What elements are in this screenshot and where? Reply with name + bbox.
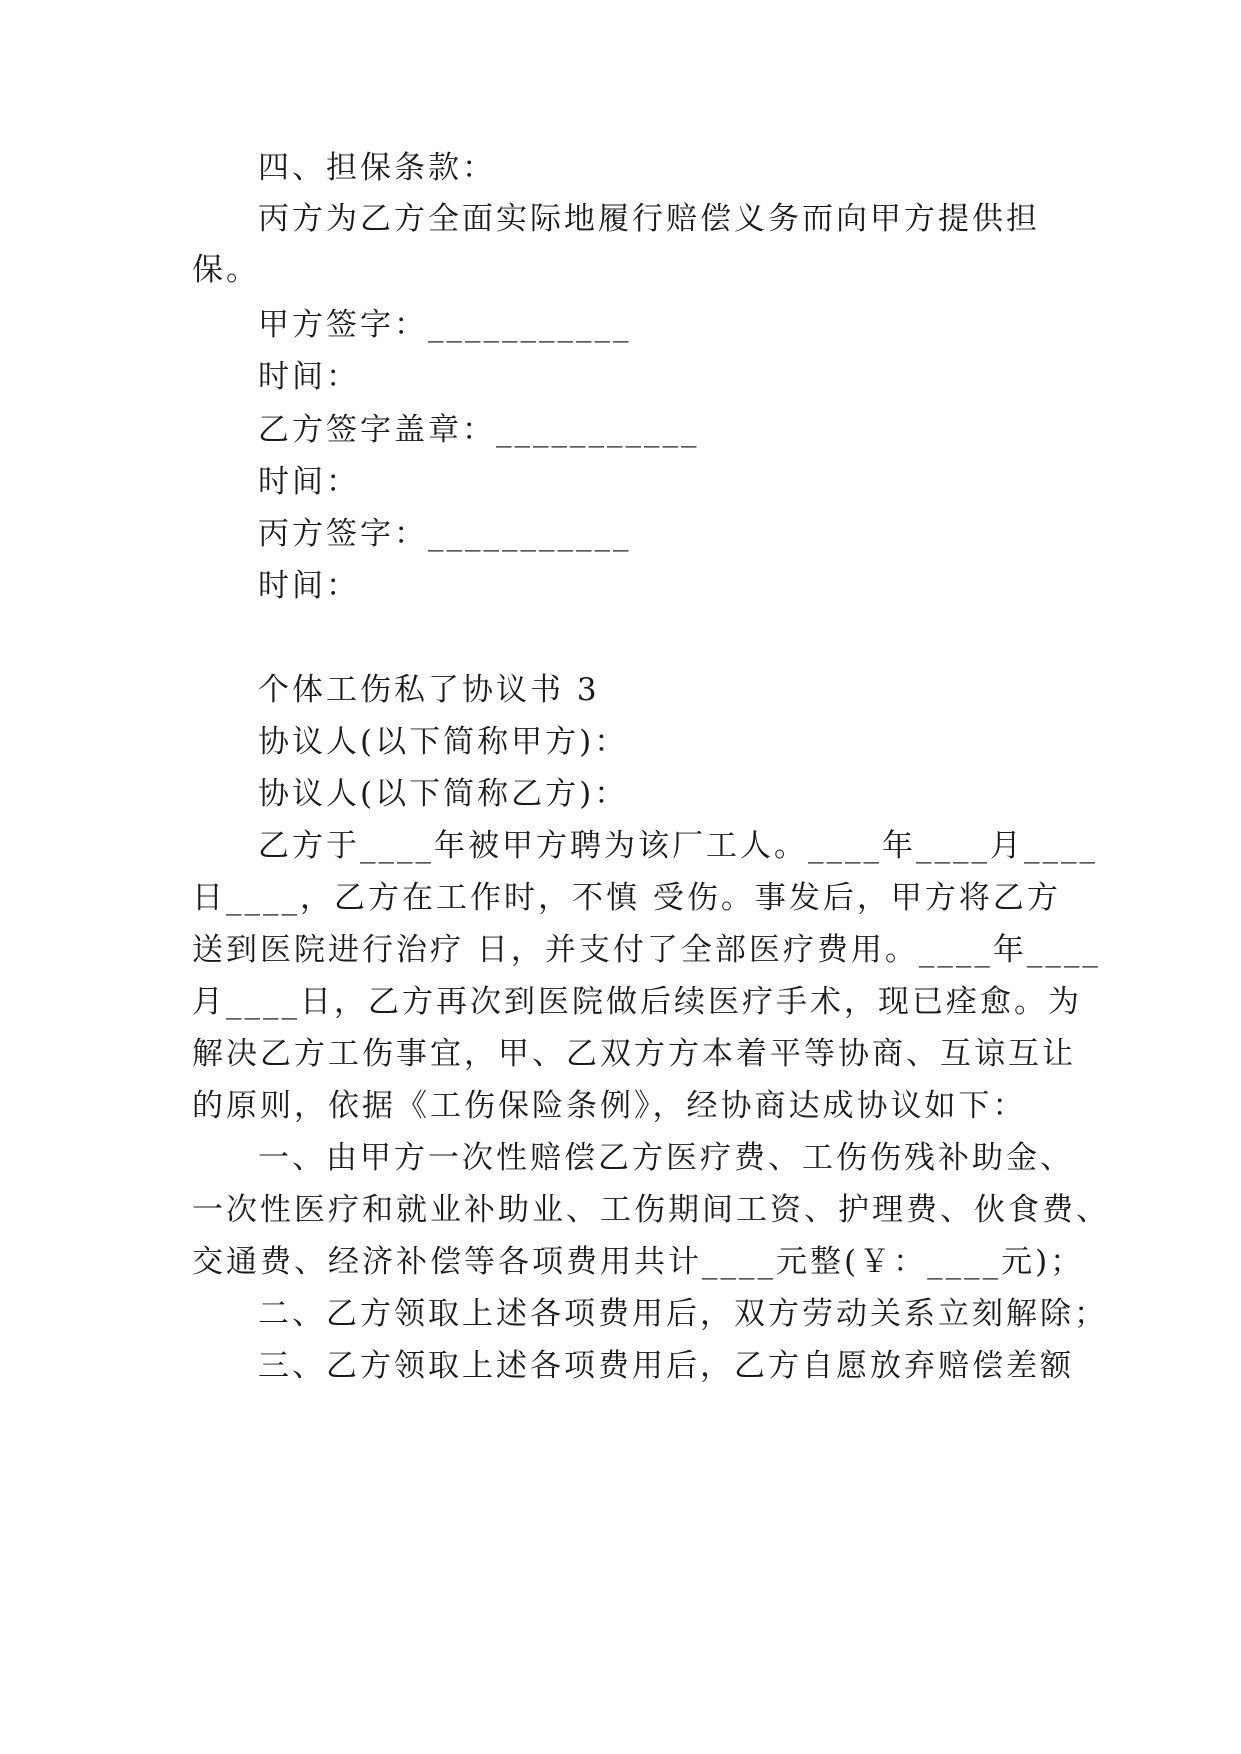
- party-a-line: 协议人(以下简称甲方)：: [258, 724, 629, 760]
- paragraph-line: 送到医院进行治疗 日，并支付了全部医疗费用。____年____: [192, 932, 1101, 968]
- paragraph-line: 解决乙方工伤事宜，甲、乙双方方本着平等协商、互谅互让: [192, 1036, 1076, 1072]
- paragraph-line: 丙方为乙方全面实际地履行赔偿义务而向甲方提供担: [258, 201, 1040, 237]
- party-c-date: 时间：: [258, 568, 360, 604]
- paragraph-line: 的原则，依据《工伤保险条例》，经协商达成协议如下：: [192, 1088, 1027, 1124]
- clause-3-line: 三、乙方领取上述各项费用后，乙方自愿放弃赔偿差额: [258, 1348, 1074, 1384]
- paragraph-line: 月____日，乙方再次到医院做后续医疗手术，现已痊愈。为: [192, 984, 1082, 1020]
- paragraph-line: 保。: [192, 252, 260, 288]
- clause-2-line: 二、乙方领取上述各项费用后，双方劳动关系立刻解除；: [258, 1296, 1108, 1332]
- party-b-date: 时间：: [258, 464, 360, 500]
- section-heading-guarantee: 四、担保条款：: [258, 150, 496, 186]
- clause-1-line: 交通费、经济补偿等各项费用共计____元整(￥：____元)；: [192, 1244, 1085, 1280]
- party-a-date: 时间：: [258, 359, 360, 395]
- party-a-signature: 甲方签字：___________: [258, 307, 632, 343]
- party-c-signature: 丙方签字：___________: [258, 516, 632, 552]
- paragraph-line: 乙方于____年被甲方聘为该厂工人。____年____月____: [258, 828, 1098, 864]
- agreement-title: 个体工伤私了协议书 3: [258, 672, 600, 708]
- paragraph-line: 日____，乙方在工作时，不慎 受伤。事发后，甲方将乙方: [192, 880, 1061, 916]
- clause-1-line: 一、由甲方一次性赔偿乙方医疗费、工伤伤残补助金、: [258, 1140, 1074, 1176]
- party-b-signature: 乙方签字盖章：___________: [258, 412, 700, 448]
- party-b-line: 协议人(以下简称乙方)：: [258, 776, 629, 812]
- clause-1-line: 一次性医疗和就业补助业、工伤期间工资、护理费、伙食费、: [192, 1192, 1110, 1228]
